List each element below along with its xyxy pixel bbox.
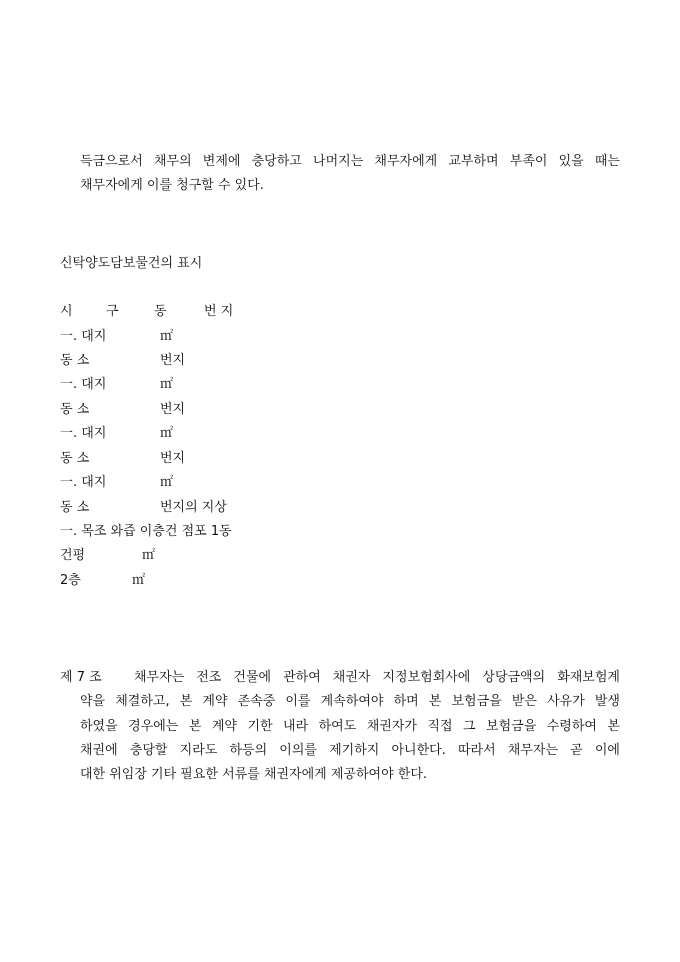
floor-right: ㎡ <box>142 548 156 563</box>
header-bunji: 번 지 <box>204 304 234 319</box>
intro-line-1: 득금으로서 채무의 변제에 충당하고 나머지는 채무자에게 교부하며 부족이 있을 때는 <box>80 154 620 169</box>
header-dong: 동 <box>154 304 167 319</box>
row-right: 번지 <box>160 353 186 368</box>
row-left: 동 소 <box>60 500 90 515</box>
row-right: ㎡ <box>160 426 174 441</box>
article-line-5: 대한 위임장 기타 필요한 서류를 채권자에게 제공하여야 한다. <box>80 767 428 782</box>
article-line-1: 채무자는 전조 건물에 관하여 채권자 지정보험회사에 상당금액의 화재보험계 <box>134 670 620 685</box>
article-line-2: 약을 체결하고, 본 계약 존속중 이를 계속하여야 하며 본 보험금을 받은 사유가 발생 <box>80 694 620 709</box>
row-right: 번지 <box>160 402 186 417</box>
row-left: 동 소 <box>60 402 90 417</box>
row-right: ㎡ <box>160 475 174 490</box>
property-title: 신탁양도담보물건의 표시 <box>60 256 203 271</box>
article-label: 제 7 조 <box>60 670 102 685</box>
row-left: 一. 대지 <box>60 377 107 392</box>
row-right: 번지 <box>160 451 186 466</box>
article-line-4: 채권에 충당할 지라도 하등의 이의를 제기하지 아니한다. 따라서 채무자는 곧 이에 <box>80 743 620 758</box>
row-left: 一. 대지 <box>60 426 107 441</box>
floor-right: ㎡ <box>132 573 146 588</box>
article-line-3: 하였을 경우에는 본 계약 기한 내라 하여도 채권자가 직접 그 보험금을 수령하여 본 <box>80 719 620 734</box>
header-gu: 구 <box>106 304 119 319</box>
floor-left: 2층 <box>60 573 81 588</box>
row-right: 번지의 지상 <box>160 500 227 515</box>
row-left: 동 소 <box>60 353 90 368</box>
row-right: ㎡ <box>160 377 174 392</box>
row-left: 동 소 <box>60 451 90 466</box>
row-left: 一. 대지 <box>60 475 107 490</box>
floor-left: 건평 <box>60 548 86 563</box>
row-right: ㎡ <box>160 329 174 344</box>
row-left: 一. 대지 <box>60 329 107 344</box>
intro-line-2: 채무자에게 이를 청구할 수 있다. <box>80 178 264 193</box>
header-si: 시 <box>60 304 73 319</box>
building-line: 一. 목조 와즙 이층건 점포 1동 <box>60 524 232 539</box>
